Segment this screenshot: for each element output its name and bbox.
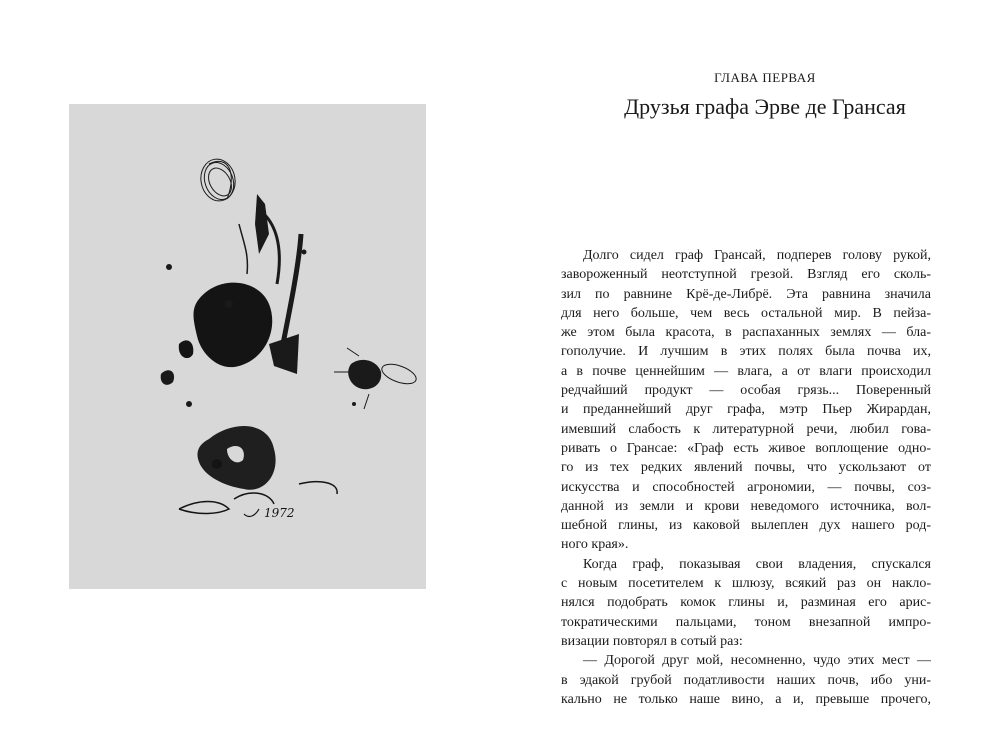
text-line: и преданнейший друг графа, мэтр Пьер Жирардан,	[561, 402, 931, 418]
text-line: зил по равнине Крё-де-Либрё. Эта равнина значила	[561, 286, 931, 302]
text-line: с новым посетителем к шлюзу, всякий раз он накло-	[561, 576, 931, 592]
text-line: же этом была красота, в распаханных землях — бла-	[561, 325, 931, 341]
text-line: — Дорогой друг мой, несомненно, чудо этих мест —	[583, 653, 931, 669]
body-text	[561, 246, 931, 709]
text-line: ривать о Грансае: «Граф есть живое воплощение одно-	[561, 440, 931, 456]
ink-sketch-image	[69, 104, 426, 589]
text-line: шебной глины, из каковой вылеплен дух нашего род-	[561, 518, 931, 534]
ink-illustration	[69, 104, 426, 589]
text-line: Когда граф, показывая свои владения, спускался	[583, 556, 931, 572]
text-line: гополучие. И лучшим в этих полях была почва их,	[561, 344, 931, 360]
text-line: данной из земли и крови неведомого источника, вол-	[561, 498, 931, 514]
text-line: ного края».	[561, 537, 629, 553]
text-line: нялся подобрать комок глины и, разминая его арис-	[561, 595, 931, 611]
text-line: искусства и способностей агрономии, — почвы, соз-	[561, 479, 931, 495]
text-line: завороженный неотступной грезой. Взгляд его сколь-	[561, 267, 931, 283]
text-line: редчайший продукт — особая грязь... Поверенный	[561, 383, 931, 399]
chapter-label: ГЛАВА ПЕРВАЯ	[714, 70, 816, 85]
text-line: кально не только наше вино, а и, превыше прочего,	[561, 691, 931, 707]
text-line: для него больше, чем весь остальной мир. В пейза-	[561, 305, 931, 321]
text-line: Долго сидел граф Грансай, подперев голову рукой,	[583, 248, 931, 263]
text-line: в эдакой грубой податливости наших почв, ибо уни-	[561, 672, 931, 688]
chapter-title: Друзья графа Эрве де Грансая	[624, 94, 906, 119]
text-line: имевший слабость к литературной речи, любил гова-	[561, 421, 931, 437]
text-line: а в почве ценнейшим — влага, а от влаги происходил	[561, 363, 931, 379]
text-line: го из тех редких явлений почвы, что ускользают от	[561, 460, 931, 476]
text-line: тократическими пальцами, тоном внезапной импро-	[561, 614, 931, 630]
signature-date: 1972	[264, 506, 295, 520]
text-line: визации повторял в сотый раз:	[561, 633, 743, 649]
